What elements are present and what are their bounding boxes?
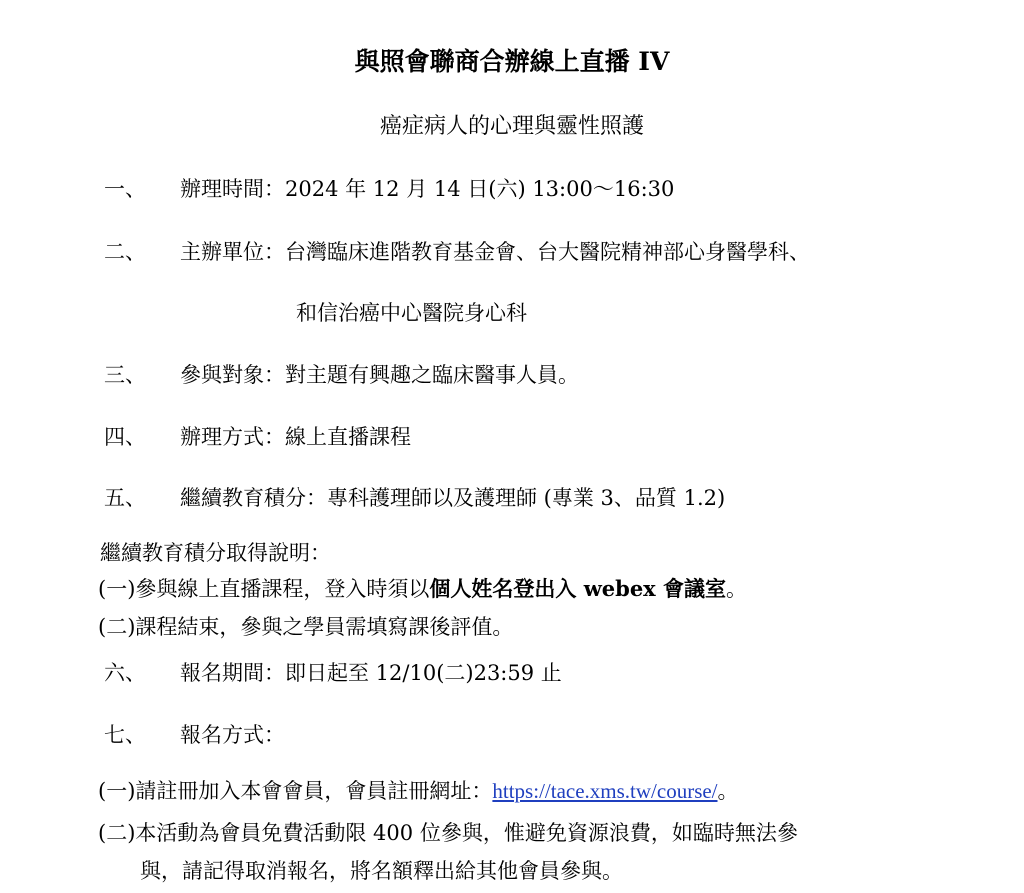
registration-line-2: (二)本活動為會員免費活動限 400 位參與，惟避免資源浪費，如臨時無法參 — [98, 821, 798, 845]
item-number: 五、 — [104, 486, 146, 510]
item-text: 參與對象：對主題有興趣之臨床醫事人員。 — [180, 363, 579, 387]
item-text: 報名方式： — [180, 723, 285, 747]
item-organizer-continued: 和信治癌中心醫院身心科 — [296, 301, 527, 325]
item-text: 主辦單位：台灣臨床進階教育基金會、台大醫院精神部心身醫學科、 — [180, 240, 810, 264]
credit-note-line-1-suffix: 。 — [726, 577, 748, 601]
credit-note-line-1-emphasis: 個人姓名登出入 webex 會議室 — [429, 576, 727, 601]
document-title: 與照會聯商合辦線上直播 IV — [354, 47, 670, 76]
item-number: 二、 — [104, 240, 146, 264]
credit-note-line-1 — [98, 575, 747, 603]
credit-note-line-1-prefix: (一)參與線上直播課程，登入時須以 — [98, 577, 430, 601]
item-number: 三、 — [104, 363, 146, 387]
item-number: 一、 — [104, 177, 146, 201]
item-number: 七、 — [104, 723, 146, 747]
registration-line-1-prefix: (一)請註冊加入本會會員，會員註冊網址： — [98, 779, 493, 803]
registration-line-1 — [98, 777, 739, 805]
document-subtitle: 癌症病人的心理與靈性照護 — [379, 114, 644, 139]
registration-line-1-suffix: 。 — [717, 779, 739, 803]
credit-note-heading: 繼續教育積分取得說明： — [100, 541, 331, 565]
registration-url-link[interactable]: https://tace.xms.tw/course/ — [492, 779, 718, 803]
registration-line-3: 與，請記得取消報名，將名額釋出給其他會員參與。 — [140, 859, 623, 883]
item-text: 辦理時間：2024 年 12 月 14 日(六) 13:00～16:30 — [180, 177, 675, 201]
item-text: 辦理方式：線上直播課程 — [180, 425, 411, 449]
item-number: 四、 — [104, 425, 146, 449]
item-number: 六、 — [104, 661, 146, 685]
credit-note-line-2: (二)課程結束，參與之學員需填寫課後評值。 — [98, 615, 514, 639]
item-text: 繼續教育積分：專科護理師以及護理師 (專業 3、品質 1.2) — [180, 486, 726, 510]
item-text: 報名期間：即日起至 12/10(二)23:59 止 — [180, 661, 562, 685]
